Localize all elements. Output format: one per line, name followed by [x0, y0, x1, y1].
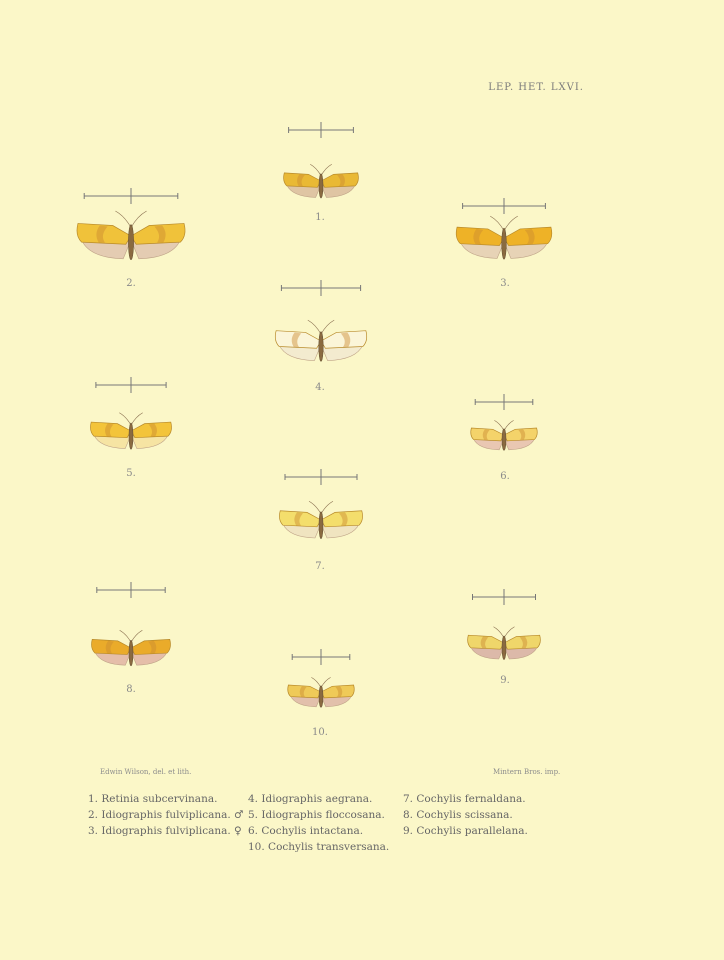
- moth-figure-2: [77, 188, 185, 260]
- antenna: [131, 630, 142, 642]
- figure-number-1: 1.: [315, 212, 325, 223]
- antenna: [321, 677, 331, 687]
- figure-number-8: 8.: [126, 684, 136, 695]
- scale-bar-10: [292, 649, 350, 665]
- legend-entry-3: 3. Idiographis fulviplicana. ♀: [88, 825, 242, 837]
- antenna: [119, 413, 131, 425]
- legend-entry-7: 7. Cochylis fernaldana.: [403, 793, 526, 805]
- antenna: [115, 211, 131, 228]
- legend-col-2: [248, 791, 389, 855]
- legend-entry-6: 6. Cochylis intactana.: [248, 825, 364, 837]
- scale-bar-7: [285, 469, 357, 485]
- scale-bar-8: [97, 582, 165, 598]
- moth-figure-3: [456, 198, 552, 259]
- antenna: [321, 164, 332, 176]
- moth-figure-9: [468, 589, 541, 660]
- scale-bar-9: [473, 589, 536, 605]
- moth-body: [319, 332, 323, 362]
- figure-number-2: 2.: [126, 278, 136, 289]
- scale-bar-2: [84, 188, 178, 204]
- figure-number-7: 7.: [315, 561, 325, 572]
- legend-entry-2: 2. Idiographis fulviplicana. ♂: [88, 809, 244, 821]
- scale-bar-3: [463, 198, 546, 214]
- moth-body: [128, 224, 133, 259]
- moth-figure-10: [288, 649, 354, 707]
- moth-body: [129, 640, 133, 666]
- scale-bar-6: [475, 394, 533, 410]
- moth-body: [319, 512, 323, 539]
- credit-left: Edwin Wilson, del. et lith.: [100, 768, 192, 776]
- scale-bar-1: [289, 122, 354, 138]
- antenna: [310, 164, 321, 176]
- moth-body: [502, 228, 507, 259]
- antenna: [131, 413, 143, 425]
- legend-col-3: [403, 791, 528, 839]
- antenna: [131, 211, 147, 228]
- antenna: [494, 420, 504, 430]
- antenna: [504, 216, 518, 231]
- figure-number-5: 5.: [126, 468, 136, 479]
- scale-bar-5: [96, 377, 166, 393]
- figure-number-6: 6.: [500, 471, 510, 482]
- antenna: [311, 677, 321, 687]
- legend-entry-9: 9. Cochylis parallelana.: [403, 825, 528, 837]
- moth-figure-5: [90, 377, 171, 449]
- moth-body: [502, 429, 506, 451]
- moth-figure-7: [279, 469, 362, 539]
- moth-figure-1: [284, 122, 359, 198]
- moth-figure-8: [92, 582, 171, 666]
- antenna: [504, 627, 515, 638]
- moth-body: [129, 423, 133, 450]
- moth-body: [319, 686, 323, 708]
- legend-entry-1: 1. Retinia subcervinana.: [88, 793, 218, 805]
- figure-number-4: 4.: [315, 382, 325, 393]
- legend-col-1: [88, 791, 243, 839]
- credit-right: Mintern Bros. imp.: [493, 768, 561, 776]
- antenna: [308, 320, 321, 334]
- figure-number-3: 3.: [500, 278, 510, 289]
- antenna: [321, 501, 333, 514]
- figure-number-9: 9.: [500, 675, 510, 686]
- legend-entry-8: 8. Cochylis scissana.: [403, 809, 513, 821]
- plate-id: LEP. HET. LXVI.: [488, 82, 584, 93]
- legend-entry-4: 4. Idiographis aegrana.: [248, 793, 373, 805]
- antenna: [490, 216, 504, 231]
- legend-entry-5: 5. Idiographis floccosana.: [248, 809, 385, 821]
- antenna: [494, 627, 505, 638]
- scale-bar-4: [281, 280, 360, 296]
- antenna: [321, 320, 334, 334]
- legend-entry-10: 10. Cochylis transversana.: [248, 841, 390, 853]
- moth-body: [319, 174, 323, 198]
- moth-body: [502, 636, 506, 660]
- antenna: [309, 501, 321, 514]
- antenna: [120, 630, 131, 642]
- moth-figure-4: [275, 280, 366, 361]
- antenna: [504, 420, 514, 430]
- moth-figure-6: [471, 394, 537, 450]
- figure-number-10: 10.: [312, 727, 328, 738]
